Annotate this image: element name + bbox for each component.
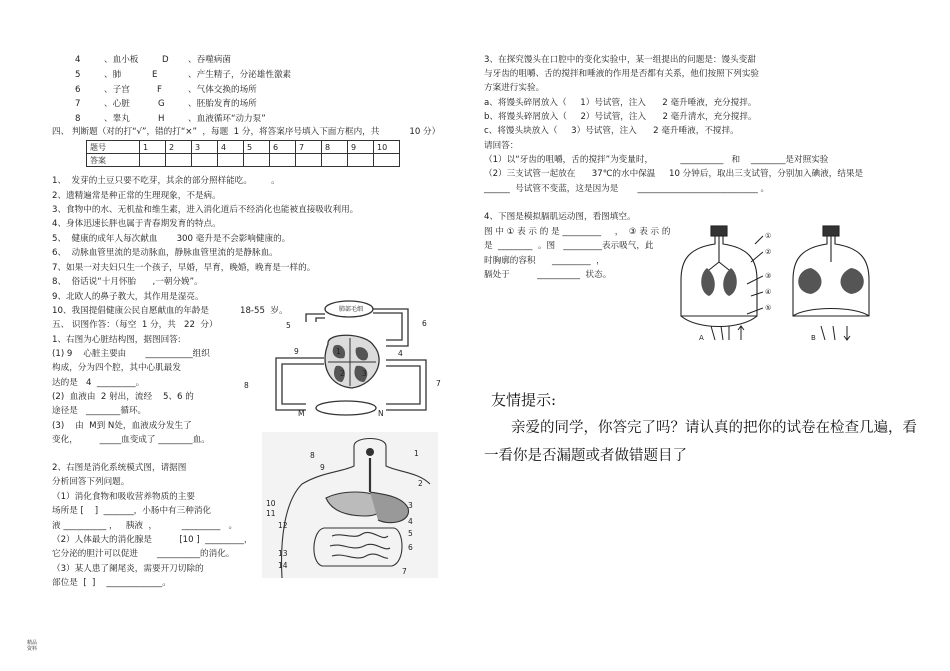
table-num: 9	[348, 141, 374, 154]
answer-cell[interactable]	[374, 154, 400, 167]
match-right: 、产生精子，分泌雄性激素	[188, 70, 292, 80]
match-letter: E	[152, 70, 158, 80]
q2-line: 液 __________ ， 胰液 ， _________ 。	[52, 521, 238, 531]
match-num: 5	[75, 70, 81, 80]
lung-label: ③	[765, 272, 772, 280]
judge-item: 1、 发芽的土豆只要不吃芽，其余的部分照样能吃。 。	[52, 176, 280, 186]
tip-title: 友情提示:	[491, 391, 557, 409]
q2-line: 分析回答下列问题。	[52, 477, 130, 487]
heart-label: 2	[340, 369, 345, 378]
match-num: 7	[75, 99, 81, 109]
heart-label: 肺部毛细	[339, 306, 364, 313]
digest-label: 9	[320, 463, 325, 472]
digest-label: 13	[278, 549, 288, 558]
q3-line: 3、在探究馒头在口腔中的变化实验中，某一组提出的问题是：馒头变甜	[484, 55, 756, 65]
heart-label: M	[298, 409, 305, 418]
answer-cell[interactable]	[192, 154, 218, 167]
match-letter: D	[162, 55, 169, 65]
table-num: 8	[322, 141, 348, 154]
q2-line: 它分泌的胆汁可以促进 __________的消化。	[52, 549, 235, 559]
lung-label: ⑤	[765, 304, 772, 312]
tip-line-1: 亲爱的同学，你答完了吗？请认真的把你的试卷在检查几遍，看	[511, 420, 917, 436]
digest-label: 8	[310, 451, 315, 460]
match-letter: G	[158, 99, 165, 109]
digest-label: 12	[278, 521, 288, 530]
answer-cell[interactable]	[348, 154, 374, 167]
table-num: 10	[374, 141, 400, 154]
lung-label: B	[811, 334, 816, 342]
digest-label: 11	[266, 509, 276, 518]
judge-item: 10、我国提倡健康公民自愿献血的年龄是	[52, 306, 210, 316]
digest-label: 5	[408, 529, 413, 538]
match-num: 8	[75, 114, 81, 124]
q3-line: （2）三支试管一起放在 37℃的水中保温 10 分钟后，取出三支试管，分别加入碘液，结果是	[484, 169, 864, 179]
heart-label: 4	[398, 349, 403, 358]
age-range: 18-55 岁。	[240, 306, 288, 316]
match-num: 4	[75, 55, 81, 65]
match-left: 、血小板	[104, 55, 139, 65]
digest-label: 14	[278, 561, 288, 570]
match-right: 、胚胎发育的场所	[188, 99, 257, 109]
heart-label: 8	[244, 381, 249, 390]
digestive-system-diagram	[262, 432, 438, 578]
table-num: 5	[244, 141, 270, 154]
q3-line: a、将馒头碎屑放入（ 1）号试管，注入 2 毫升唾液，充分搅拌。	[484, 98, 757, 108]
lung-label: ④	[765, 288, 772, 296]
q4-line: 时胸廓的容积 _________ ，	[484, 256, 605, 266]
q2-line: 2、右图是消化系统模式图，请据图	[52, 463, 187, 473]
q2-line: 部位是 [ ] _____________。	[52, 578, 171, 588]
q4-line: 膈处于 __________ 状态。	[484, 270, 612, 280]
answer-cell[interactable]	[296, 154, 322, 167]
q3-line: 请回答：	[484, 141, 519, 151]
q1-line: (3) 由 M到 N处，血液成分发生了	[52, 421, 192, 431]
q3-line: 方案进行实验。	[484, 83, 545, 93]
answer-cell[interactable]	[322, 154, 348, 167]
answer-cell[interactable]	[270, 154, 296, 167]
lung-label: ②	[765, 248, 772, 256]
q3-line: b、将馒头碎屑放入（ 2）号试管，注入 2 毫升清水，充分搅拌。	[484, 112, 757, 122]
q4-line: 4、下图是模拟膈肌运动图，看图填空。	[484, 212, 636, 222]
match-right: 、气体交换的场所	[188, 85, 257, 95]
q1-line: 达的是 4 _________。	[52, 378, 145, 388]
q3-line: 与牙齿的咀嚼、舌的搅拌和唾液的作用是否都有关系，他们按照下列实验	[484, 69, 760, 79]
lung-label: ①	[765, 232, 772, 240]
q2-line: （2）人体最大的消化腺是 [10 ] _________，	[52, 535, 253, 545]
judge-item: 8、 俗话说“十月怀胎 ,一朝分娩”。	[52, 277, 203, 287]
answer-cell[interactable]	[218, 154, 244, 167]
judge-item: 9、北欧人的鼻子教大，其作用是湿亮。	[52, 292, 204, 302]
q4-line: 是 ________ 。图 _________表示吸气，此	[484, 241, 654, 251]
heart-label: 3	[362, 369, 367, 378]
q1-line: 1、右图为心脏结构图，据图回答:	[52, 335, 181, 345]
heart-label: 1	[336, 347, 341, 356]
q1-line: (1) 9 心脏主要由 ___________组织	[52, 349, 210, 359]
table-head: 答案	[87, 154, 140, 167]
table-num: 1	[140, 141, 166, 154]
answer-cell[interactable]	[166, 154, 192, 167]
table-num: 7	[296, 141, 322, 154]
judge-item: 7、如果一对夫妇只生一个孩子，早婚，早育，晚婚，晚育是一样的。	[52, 263, 316, 273]
digest-label: 1	[414, 449, 419, 458]
q3-line: （1）以“牙齿的咀嚼，舌的搅拌”为变量时， __________ 和 ________是对照实验	[484, 155, 829, 165]
lung-label: A	[699, 334, 704, 342]
heart-label: 5	[286, 321, 291, 330]
match-letter: H	[158, 114, 165, 124]
table-num: 3	[192, 141, 218, 154]
match-letter: F	[157, 85, 162, 95]
answer-cell[interactable]	[140, 154, 166, 167]
section4-title: 四、 判断题（对的打“√”，错的打“×” ，每题 1 分，将答案序号填入下面方框内，共 10 分）	[52, 127, 441, 137]
match-left: 、肺	[104, 70, 122, 80]
digest-label: 4	[408, 517, 413, 526]
q1-line: (2) 血液由 2 射出，流经 5、6 的	[52, 392, 194, 402]
heart-label: 9	[294, 347, 299, 356]
q2-line: （1）消化食物和吸收营养物质的主要	[52, 492, 195, 502]
q1-line: 途径是 ________循环。	[52, 406, 147, 416]
match-left: 、睾丸	[104, 114, 130, 124]
match-left: 、子宫	[104, 85, 130, 95]
match-left: 、心脏	[104, 99, 130, 109]
judge-item: 3、食物中的水、无机盐和维生素，进入消化道后不经消化也能被直接吸收利用。	[52, 205, 359, 215]
digest-label: 10	[266, 499, 276, 508]
table-num: 4	[218, 141, 244, 154]
q3-line: ______ 号试管不变蓝，这是因为是 ____________________________ 。	[484, 184, 770, 194]
digest-label: 6	[408, 543, 413, 552]
section5-title: 五、 识图作答：（每空 1 分，共 22 分）	[52, 320, 218, 330]
q1-line: 变化， _____血变成了 ________血。	[52, 435, 210, 445]
digest-label: 3	[408, 501, 413, 510]
heart-label: 6	[422, 319, 427, 328]
judge-item: 5、 健康的成年人每次献血 300 毫升是不会影响健康的。	[52, 234, 291, 244]
answer-table	[86, 140, 400, 167]
page-footer: 精品 资料	[27, 640, 38, 652]
heart-label: 7	[436, 379, 441, 388]
heart-label: N	[378, 409, 384, 418]
tip-line-2: 一看你是否漏题或者做错题目了	[484, 448, 687, 464]
heart-circulation-diagram	[236, 298, 448, 424]
q2-line: 场所是 [ ] _______，小肠中有三种消化	[52, 506, 212, 516]
digest-label: 2	[418, 479, 423, 488]
match-right: 、血液循环“动力泵”	[188, 114, 266, 124]
match-right: 、吞噬病菌	[188, 55, 231, 65]
judge-item: 2、遗精遍常是种正常的生理现象，不是病。	[52, 191, 221, 201]
diaphragm-model-diagram	[677, 222, 892, 344]
q1-line: 构成，分为四个腔，其中心肌最发	[52, 363, 181, 373]
q3-line: c、将馒头块放入（ 3）号试管，注入 2 毫升唾液，不搅拌。	[484, 126, 739, 136]
table-num: 2	[166, 141, 192, 154]
judge-item: 4、身体迅速长胖也属于青春期发育的特点。	[52, 219, 221, 229]
answer-cell[interactable]	[244, 154, 270, 167]
table-head: 题号	[87, 141, 140, 154]
table-num: 6	[270, 141, 296, 154]
q2-line: （3）某人患了阑尾炎，需要开刀切除的	[52, 564, 204, 574]
digest-label: 7	[402, 567, 407, 576]
judge-item: 6、 动脉血管里流的是动脉血，静脉血管里流的是静脉血。	[52, 248, 278, 258]
match-num: 6	[75, 85, 81, 95]
q4-line: 图 中 ① 表 示 的 是 _________ ， ③ 表 示 的	[484, 227, 671, 237]
